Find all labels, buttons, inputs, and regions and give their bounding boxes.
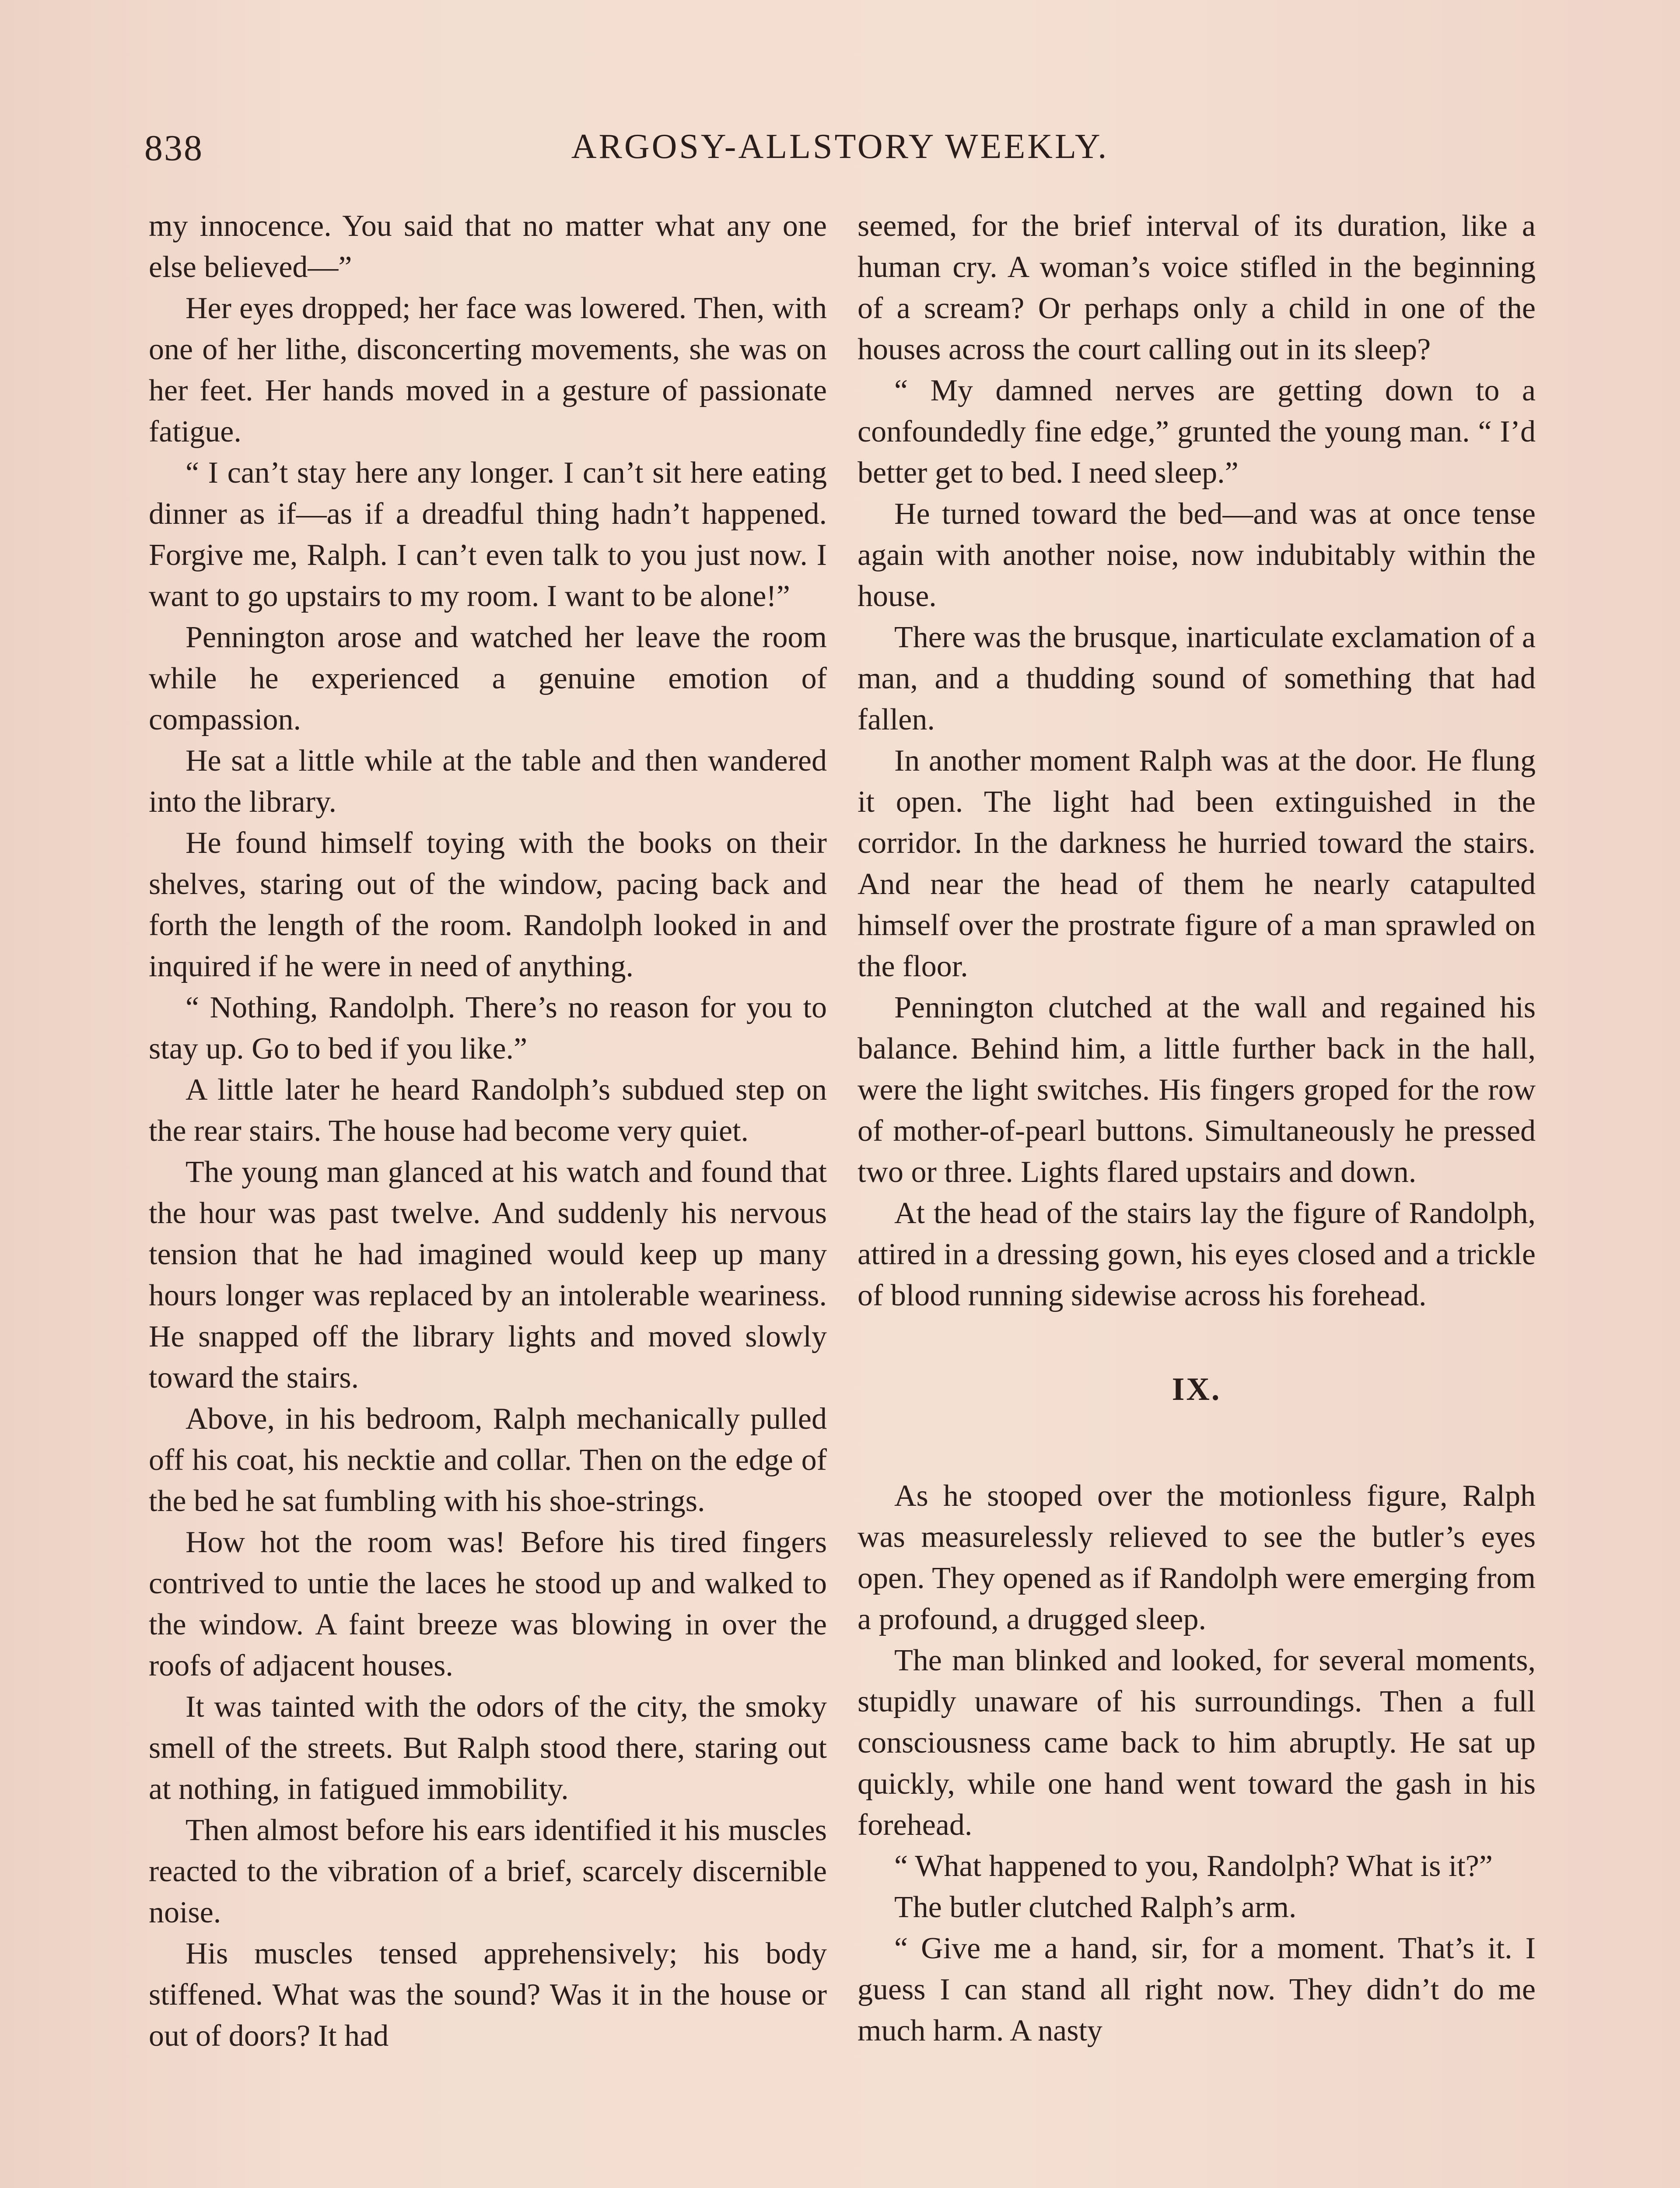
paragraph: He found himself toying with the books on their shelves, staring out of the window, pacing back and forth the length of the room. Randolph looked in and inquired if he were in need of anything. — [149, 826, 827, 983]
paragraph: “ Nothing, Randolph. There’s no reason for you to stay up. Go to bed if you like.” — [149, 991, 827, 1066]
chapter-heading: IX. — [1172, 1371, 1222, 1407]
paragraph: “ What happened to you, Randolph? What is it?” — [894, 1849, 1493, 1883]
paragraph: He sat a little while at the table and then wandered into the library. — [149, 744, 827, 819]
page-number: 838 — [144, 128, 203, 168]
page-header — [144, 127, 1536, 175]
paragraph: “ Give me a hand, sir, for a moment. That’s it. I guess I can stand all right now. They didn’t do me much harm. A nasty — [858, 1932, 1536, 2048]
paragraph: His muscles tensed apprehensively; his body stiffened. What was the sound? Was it in the house or out of doors? It had — [149, 1937, 827, 2053]
paragraph: Then almost before his ears identified it his muscles reacted to the vibration of a brief, scarcely discernible noise. — [149, 1813, 827, 1929]
paragraph: Her eyes dropped; her face was lowered. Then, with one of her lithe, disconcerting movements, she was on her feet. Her hands moved in a gesture of passionate fatigue. — [149, 291, 827, 449]
paragraph: There was the brusque, inarticulate exclamation of a man, and a thudding sound of something that had fallen. — [858, 621, 1536, 736]
paragraph: The man blinked and looked, for several moments, stupidly unaware of his surroundings. Then a full consciousness came back to him abruptly. He sat up quickly, while one hand went toward the gash in his forehead. — [858, 1644, 1536, 1842]
paragraph: The butler clutched Ralph’s arm. — [894, 1890, 1297, 1924]
paragraph: Pennington clutched at the wall and regained his balance. Behind him, a little further back in the hall, were the light switches. His fingers groped for the row of mother-of-pearl buttons. Simultaneously he pressed two or three. Lights flared upstairs and down. — [858, 991, 1536, 1189]
paragraph: At the head of the stairs lay the figure of Randolph, attired in a dressing gown, his eyes closed and a trickle of blood running sidewise across his forehead. — [858, 1196, 1536, 1312]
paragraph: How hot the room was! Before his tired fingers contrived to untie the laces he stood up and walked to the window. A faint breeze was blowing in over the roofs of adjacent houses. — [149, 1525, 827, 1683]
paragraph: He turned toward the bed—and was at once tense again with another noise, now indubitably within the house. — [858, 497, 1536, 613]
paragraph: A little later he heard Randolph’s subdued step on the rear stairs. The house had become very quiet. — [149, 1073, 827, 1148]
paragraph: seemed, for the brief interval of its duration, like a human cry. A woman’s voice stifled in the beginning of a scream? Or perhaps only a child in one of the houses across the court calling out in its sleep? — [858, 209, 1536, 366]
paragraph: It was tainted with the odors of the city, the smoky smell of the streets. But Ralph stood there, staring out at nothing, in fatigued immobility. — [149, 1690, 827, 1806]
paragraph: In another moment Ralph was at the door. He flung it open. The light had been extinguished in the corridor. In the darkness he hurried toward the stairs. And near the head of them he nearly catapulted himself over the prostrate figure of a man sprawled on the floor. — [858, 744, 1536, 983]
running-title: ARGOSY-ALLSTORY WEEKLY. — [571, 127, 1109, 166]
paragraph: As he stooped over the motionless figure, Ralph was measurelessly relieved to see the butler’s eyes open. They opened as if Randolph were emerging from a profound, a drugged sleep. — [858, 1479, 1536, 1636]
paragraph: my innocence. You said that no matter what any one else believed—” — [149, 209, 827, 284]
paragraph: Above, in his bedroom, Ralph mechanically pulled off his coat, his necktie and collar. Then on the edge of the bed he sat fumbling with his shoe-strings. — [149, 1402, 827, 1518]
left-text-column — [149, 206, 827, 2057]
right-text-column — [858, 206, 1536, 2051]
paragraph: “ My damned nerves are getting down to a confoundedly fine edge,” grunted the young man. “ I’d better get to bed. I need sleep.” — [858, 374, 1536, 490]
paragraph: The young man glanced at his watch and found that the hour was past twelve. And suddenly his nervous tension that he had imagined would keep up many hours longer was replaced by an intolerable weariness. He snapped off the library lights and moved slowly toward the stairs. — [149, 1155, 827, 1395]
paragraph: Pennington arose and watched her leave the room while he experienced a genuine emotion of compassion. — [149, 621, 827, 736]
paragraph: “ I can’t stay here any longer. I can’t sit here eating dinner as if—as if a dreadful thing hadn’t happened. Forgive me, Ralph. I can’t even talk to you just now. I want to go upstairs to my room. I want to be alone!” — [149, 456, 827, 613]
